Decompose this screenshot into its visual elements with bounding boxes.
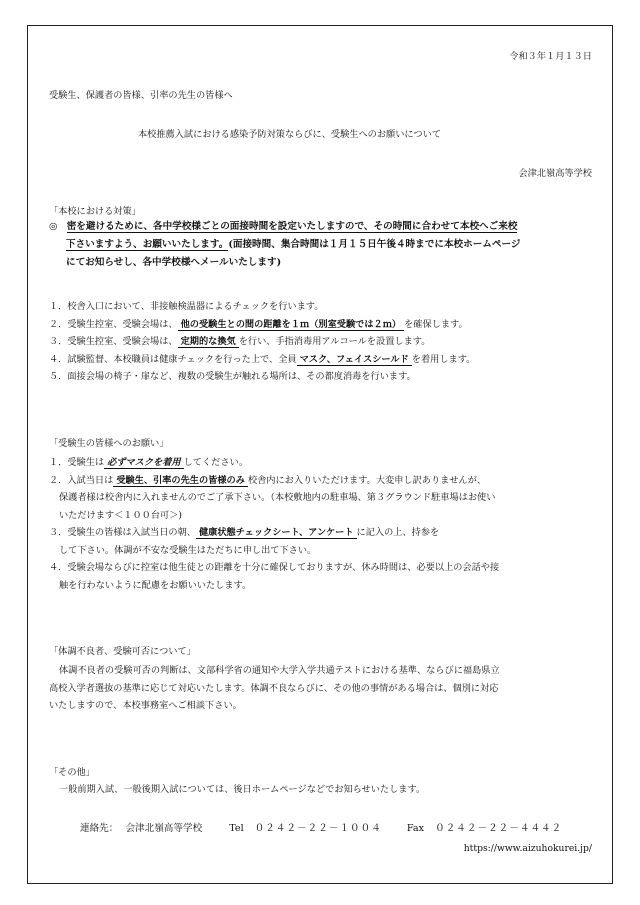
contact-line [80,822,562,835]
contact-school: 会津北嶺高等学校 [125,823,203,834]
item2-emphasis: 他の受験生との間の距離を１ｍ（別室受験では２ｍ） [178,319,405,331]
section1-item-1: １．校舎入口において、非接触検温器によるチェックを行います。 [49,301,324,312]
section1-item-3: ３．受験生控室、受験会場は、 定期的な換気 を行い、手指消毒用アルコールを設置します。 [49,336,431,347]
section4-heading: 「その他」 [49,767,95,778]
contact-label: 連絡先： [80,823,119,834]
entry-emphasis: 受験生、引率の先生の皆様のみ [113,475,248,487]
section1-items [49,298,475,386]
tel-label: Tel [229,823,244,834]
item3-emphasis: 定期的な換気 [178,336,239,348]
section2-item-4-line2: 触を行わないように配慮をお願いいたします。 [59,579,252,591]
section1-heading: 「本校における対策」 [49,206,141,217]
section2-item-4: ４．受験会場ならびに控室は他生徒との距離を十分に確保しておりますが、休み時間は、必要以上の会話や接 [49,562,500,573]
addressee: 受験生、保護者の皆様、引率の先生の皆様へ [49,90,233,101]
section2-item-2-line3: いただけます＜１００台可＞) [59,509,183,521]
tel-number: ０２４２－２２－１００４ [254,823,382,834]
bullet-line2: 下さいますよう、お願いいたします。 [66,239,229,250]
section1-bullet [49,218,521,272]
section3-line2: 高校入学者選抜の基準に応じて対応いたします。体調不良ならびに、その他の事情がある場合は、個別に対応 [49,682,499,694]
fax-label: Fax [406,823,425,834]
bullet-line3: にてお知らせし、各中学校様へメールいたします) [66,257,282,268]
item4-emphasis: マスク、フェイスシールド [297,354,412,366]
section2-item-3: ３．受験生の皆様は入試当日の朝、 健康状態チェックシート、アンケート に記入の上、持参を [49,527,440,538]
website-url: https://www.aizuhokurei.jp/ [463,843,592,854]
section3-body [49,662,500,715]
section3-heading: 「体調不良者、受験可否について」 [49,646,196,657]
section2-item-3-line2: して下さい。体調が不安な受験生はただちに申し出て下さい。 [59,544,317,556]
school-name: 会津北嶺高等学校 [518,168,592,179]
checksheet-emphasis: 健康状態チェックシート、アンケート [196,527,357,539]
section3-line1: 体調不良者の受験可否の判断は、文部科学省の通知や大学入学共通テストにおける基準、ならびに福島県立 [59,665,500,676]
bullet-line1: 密を避けるために、各中学校様ごとの面接時間を設定いたしますので、その時間に合わせて本校へご来校 [66,221,518,232]
section3-line3: いたしますので、本校事務室へご相談下さい。 [49,700,242,711]
date: 令和３年１月１３日 [509,51,592,62]
document-title: 本校推薦入試における感染予防対策ならびに、受験生へのお願いについて [138,129,442,140]
section2-item-2-line2: 保護者様は校舎内に入れませんのでご了承下さい。（本校敷地内の駐車場、第３グラウンド駐車場はお使い [59,492,496,503]
mask-emphasis: 必ずマスクを着用 [104,457,184,469]
bullet-mark: ◎ [49,221,58,232]
fax-number: ０２４２－２２－４４４２ [435,823,563,834]
section1-item-5: ５．面接会場の椅子・扉など、複数の受験生が触れる場所は、その都度消毒を行います。 [49,371,416,382]
section2-items [49,454,499,594]
section4-line1: 一般前期入試、一般後期入試については、後日ホームページなどでお知らせいたします。 [59,784,426,795]
bullet-line2-rest: (面接時間、集合時間は１月１５日午後４時までに本校ホームページ [228,239,521,250]
section2-item-2: ２．入試当日は 受験生、引率の先生の皆様のみ 校舎内にお入りいただけます。大変申し訳ありませんが、 [49,474,487,486]
section1-item-2: ２．受験生控室、受験会場は、 他の受験生との間の距離を１ｍ（別室受験では２ｍ） を確保します。 [49,318,468,330]
section2-heading: 「受験生の皆様へのお願い」 [49,438,169,449]
section2-item-1: １．受験生は 必ずマスクを着用 してください。 [49,457,248,468]
section1-item-4: ４．試験監督、本校職員は健康チェックを行った上で、全員 マスク、フェイスシールド を着用します。 [49,353,476,365]
